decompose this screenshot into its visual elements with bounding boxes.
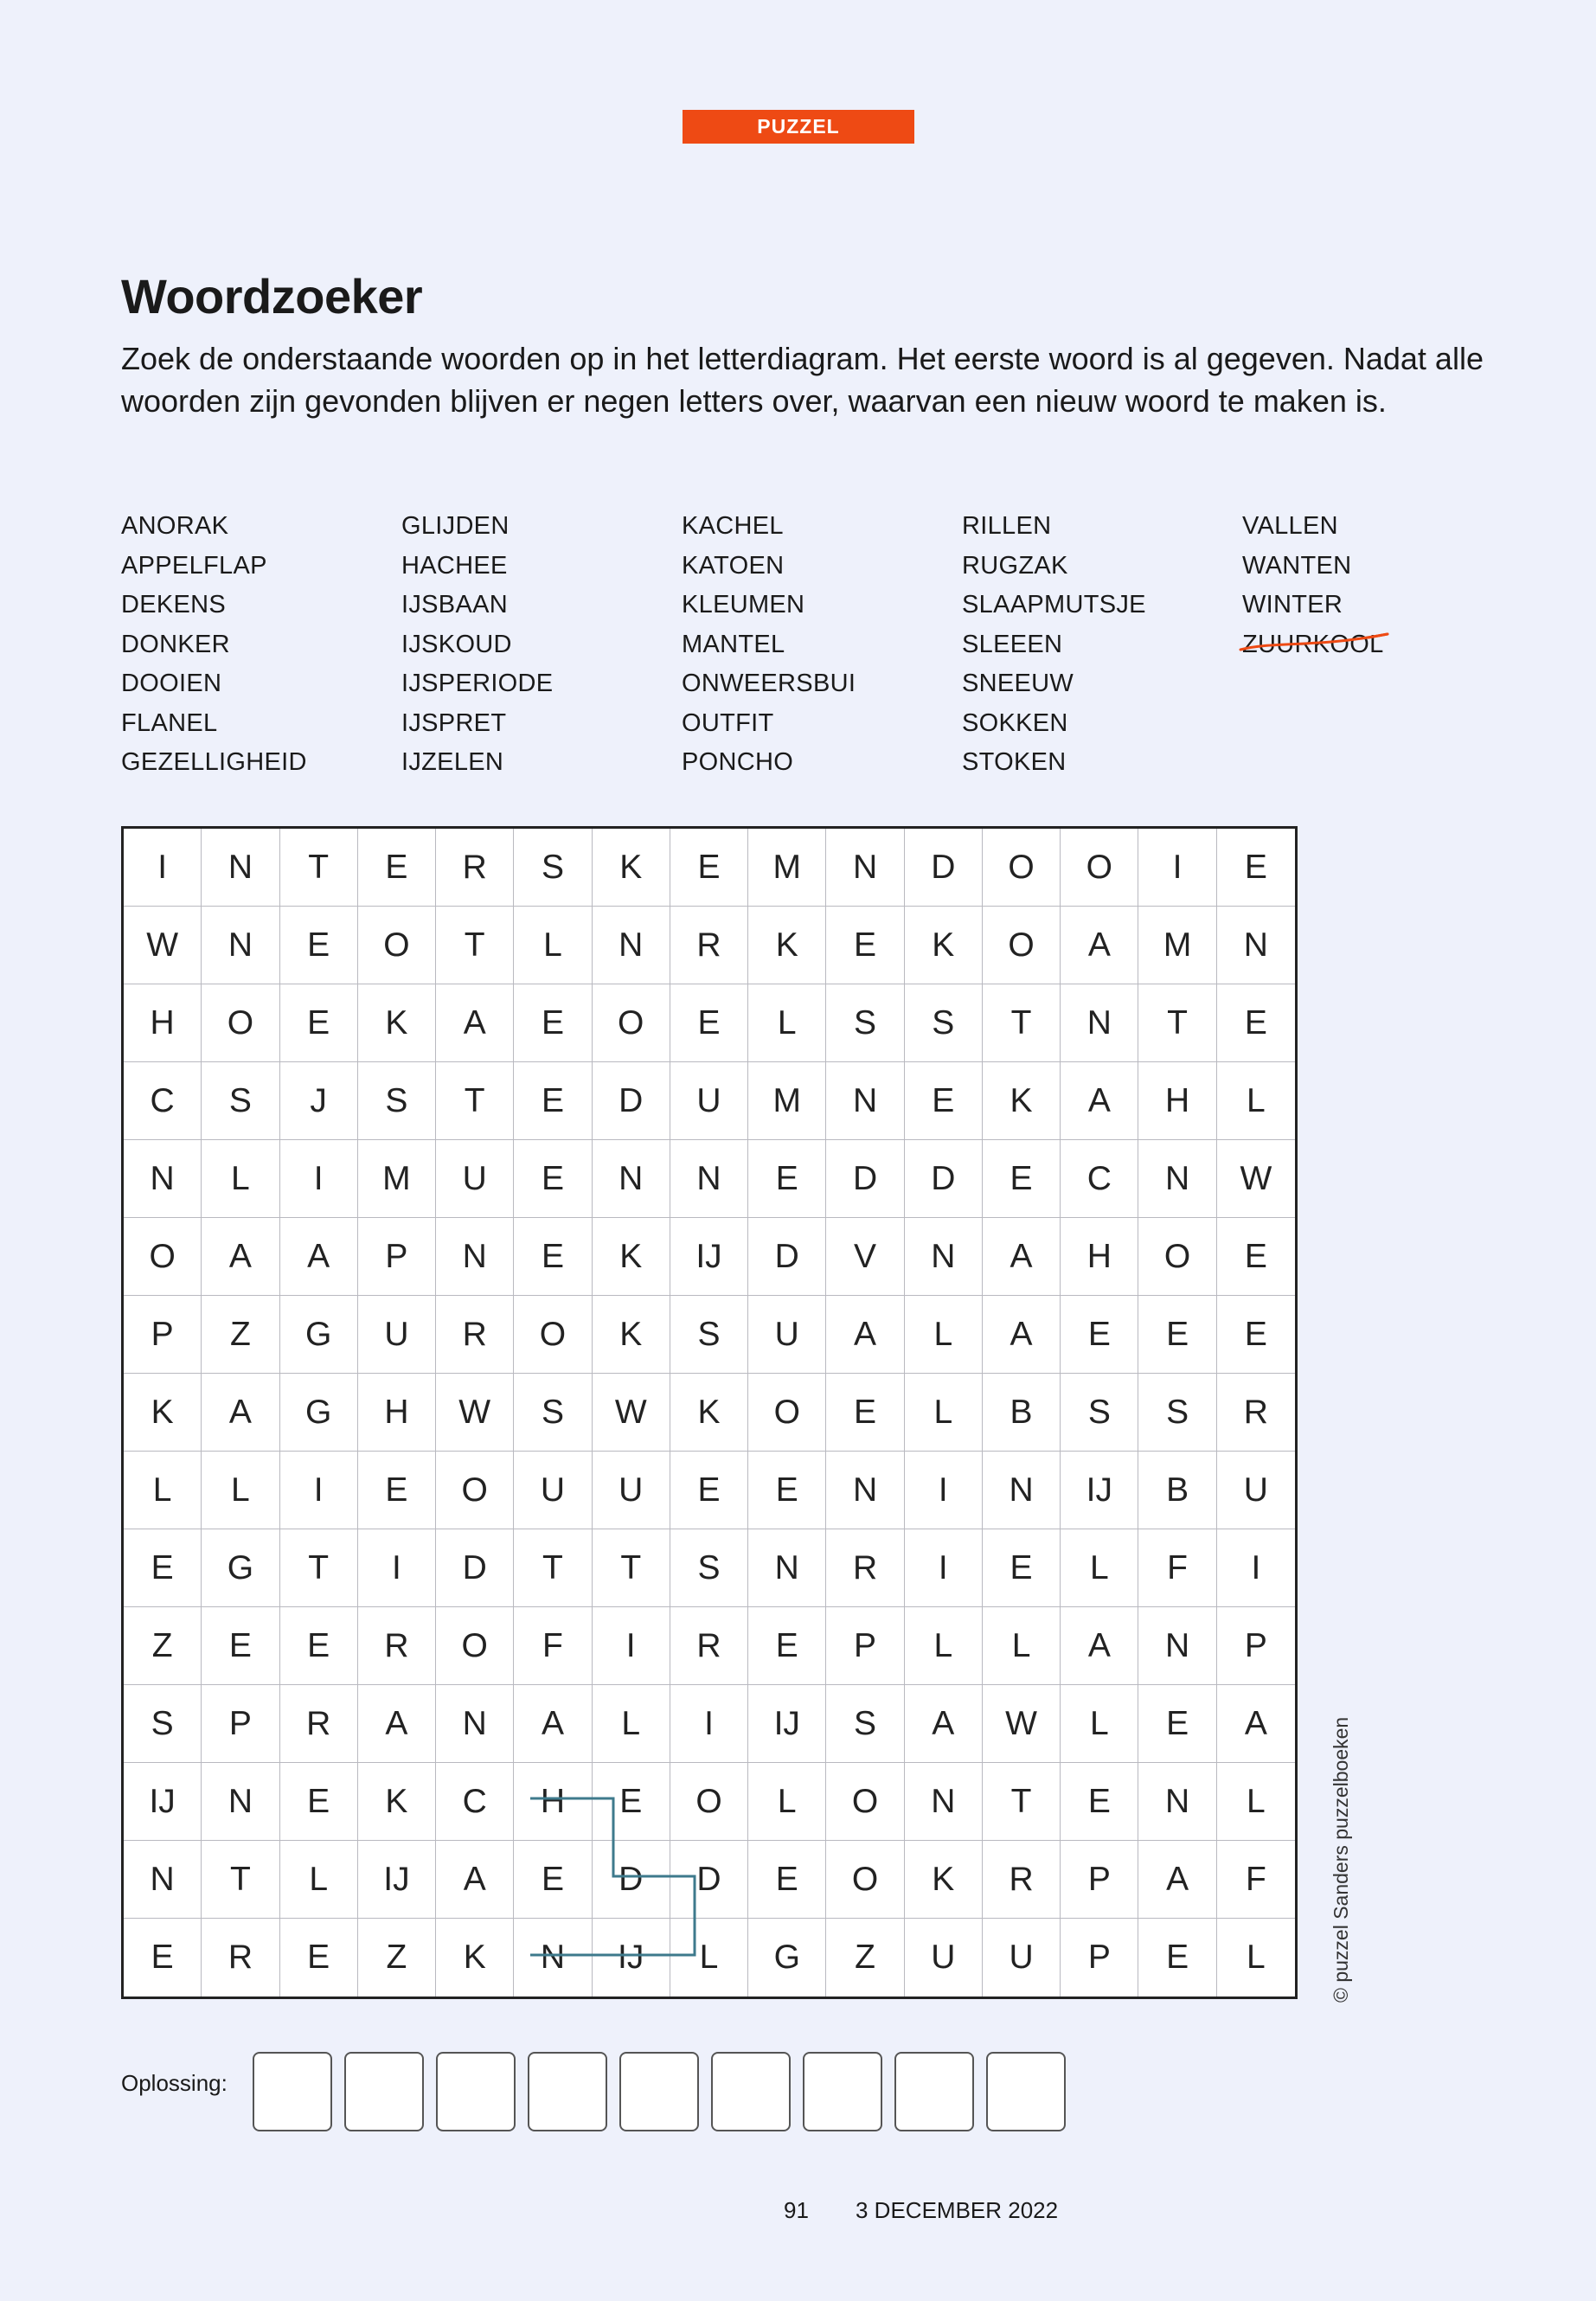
grid-cell[interactable]: E xyxy=(670,829,748,907)
copyright-text: © puzzel Sanders puzzelboeken xyxy=(1330,1716,1352,2003)
solution-box[interactable] xyxy=(344,2052,424,2131)
grid-cell[interactable]: H xyxy=(514,1763,592,1841)
grid-cell[interactable]: I xyxy=(670,1685,748,1763)
grid-cell[interactable]: N xyxy=(1217,907,1295,984)
grid-cell[interactable]: P xyxy=(826,1607,904,1685)
grid-cell[interactable]: D xyxy=(670,1841,748,1919)
grid-cell[interactable]: N xyxy=(748,1529,826,1607)
grid-cell[interactable]: O xyxy=(826,1841,904,1919)
grid-cell[interactable]: I xyxy=(280,1140,358,1218)
grid-cell[interactable]: D xyxy=(826,1140,904,1218)
grid-cell[interactable]: O xyxy=(514,1296,592,1374)
grid-cell[interactable]: E xyxy=(593,1763,670,1841)
grid-cell[interactable]: E xyxy=(670,984,748,1062)
grid-cell[interactable]: D xyxy=(748,1218,826,1296)
word-item: MANTEL xyxy=(682,630,785,658)
grid-cell[interactable]: E xyxy=(826,907,904,984)
grid-cell[interactable]: I xyxy=(593,1607,670,1685)
grid-cell[interactable]: N xyxy=(202,907,279,984)
word-item: SNEEUW xyxy=(962,670,1074,697)
word-item: RUGZAK xyxy=(962,551,1068,580)
grid-cell[interactable]: H xyxy=(358,1374,436,1452)
grid-cell[interactable]: S xyxy=(826,1685,904,1763)
grid-cell[interactable]: C xyxy=(124,1062,202,1140)
grid-cell[interactable]: E xyxy=(983,1529,1061,1607)
grid-cell[interactable]: M xyxy=(748,829,826,907)
grid-cell[interactable]: N xyxy=(826,1452,904,1529)
word-item: KATOEN xyxy=(682,551,785,580)
grid-cell[interactable]: G xyxy=(280,1296,358,1374)
grid-cell[interactable]: S xyxy=(514,829,592,907)
grid-cell[interactable]: A xyxy=(983,1296,1061,1374)
grid-cell[interactable]: E xyxy=(748,1841,826,1919)
grid-cell[interactable]: N xyxy=(124,1140,202,1218)
grid-cell[interactable]: R xyxy=(436,1296,514,1374)
grid-cell[interactable]: L xyxy=(124,1452,202,1529)
grid-cell[interactable]: N xyxy=(983,1452,1061,1529)
grid-cell[interactable]: H xyxy=(124,984,202,1062)
grid-cell[interactable]: O xyxy=(748,1374,826,1452)
grid-cell[interactable]: E xyxy=(514,1140,592,1218)
grid-cell[interactable]: S xyxy=(124,1685,202,1763)
grid-cell[interactable]: IJ xyxy=(124,1763,202,1841)
grid-cell[interactable]: R xyxy=(358,1607,436,1685)
word-item-label: ZUURKOOL xyxy=(1242,630,1384,658)
grid-cell[interactable]: K xyxy=(983,1062,1061,1140)
grid-cell[interactable]: E xyxy=(748,1607,826,1685)
grid-cell[interactable]: E xyxy=(202,1607,279,1685)
word-item: SLAAPMUTSJE xyxy=(962,591,1146,619)
grid-cell[interactable]: E xyxy=(1138,1296,1216,1374)
grid-cell[interactable]: N xyxy=(202,1763,279,1841)
grid-cell[interactable]: S xyxy=(826,984,904,1062)
word-item: SLEEEN xyxy=(962,630,1063,658)
word-item: WANTEN xyxy=(1242,551,1352,580)
word-item: STOKEN xyxy=(962,748,1067,776)
grid-cell[interactable]: O xyxy=(1138,1218,1216,1296)
grid-cell[interactable]: L xyxy=(202,1140,279,1218)
grid-cell[interactable]: D xyxy=(593,1062,670,1140)
grid-cell[interactable]: B xyxy=(983,1374,1061,1452)
grid-cell[interactable]: E xyxy=(1217,984,1295,1062)
grid-cell[interactable]: N xyxy=(1138,1763,1216,1841)
grid-cell[interactable]: N xyxy=(593,1140,670,1218)
grid-cell[interactable]: E xyxy=(1217,829,1295,907)
grid-cell[interactable]: O xyxy=(593,984,670,1062)
grid-cell[interactable]: O xyxy=(436,1452,514,1529)
grid-cell[interactable]: U xyxy=(983,1919,1061,1997)
grid-cell[interactable]: K xyxy=(905,907,983,984)
grid-cell[interactable]: L xyxy=(905,1607,983,1685)
grid-cell[interactable]: N xyxy=(1138,1607,1216,1685)
grid-cell[interactable]: K xyxy=(593,1296,670,1374)
grid-cell[interactable]: N xyxy=(905,1218,983,1296)
grid-cell[interactable]: J xyxy=(280,1062,358,1140)
word-column xyxy=(962,507,1242,783)
word-item: DOOIEN xyxy=(121,670,222,697)
grid-cell[interactable]: I xyxy=(358,1529,436,1607)
grid-cell[interactable]: E xyxy=(358,1452,436,1529)
grid-cell[interactable]: K xyxy=(124,1374,202,1452)
grid-cell[interactable]: M xyxy=(748,1062,826,1140)
grid-cell[interactable]: Z xyxy=(358,1919,436,1997)
grid-cell[interactable]: I xyxy=(1217,1529,1295,1607)
grid-cell[interactable]: M xyxy=(1138,907,1216,984)
grid-cell[interactable]: D xyxy=(593,1841,670,1919)
grid-cell[interactable]: D xyxy=(436,1529,514,1607)
grid-cell[interactable]: T xyxy=(983,984,1061,1062)
grid-cell[interactable]: L xyxy=(905,1374,983,1452)
grid-cell[interactable]: P xyxy=(1217,1607,1295,1685)
grid-cell[interactable]: K xyxy=(905,1841,983,1919)
grid-cell[interactable]: S xyxy=(358,1062,436,1140)
grid-cell[interactable]: O xyxy=(124,1218,202,1296)
grid-cell[interactable]: O xyxy=(1061,829,1138,907)
grid-cell[interactable]: Z xyxy=(202,1296,279,1374)
grid-cell[interactable]: E xyxy=(1217,1296,1295,1374)
grid-cell[interactable]: A xyxy=(1061,1062,1138,1140)
grid-cell[interactable]: L xyxy=(593,1685,670,1763)
grid-cell[interactable]: U xyxy=(1217,1452,1295,1529)
grid-cell[interactable]: A xyxy=(1061,1607,1138,1685)
grid-cell[interactable]: T xyxy=(983,1763,1061,1841)
grid-cell[interactable]: L xyxy=(280,1841,358,1919)
grid-cell[interactable]: L xyxy=(1247,1939,1266,1976)
grid-cell[interactable]: U xyxy=(436,1140,514,1218)
word-item: IJSPERIODE xyxy=(401,670,554,697)
word-item: IJSPRET xyxy=(401,708,507,737)
grid-cell[interactable]: F xyxy=(1217,1841,1295,1919)
grid-cell[interactable]: A xyxy=(202,1218,279,1296)
word-item: ANORAK xyxy=(121,512,229,540)
grid-cell[interactable]: E xyxy=(748,1452,826,1529)
grid-cell[interactable]: E xyxy=(1061,1296,1138,1374)
grid-cell[interactable]: T xyxy=(436,907,514,984)
word-column xyxy=(1242,507,1522,783)
grid-cell[interactable]: E xyxy=(280,1919,358,1997)
word-item: IJZELEN xyxy=(401,748,504,776)
grid-cell[interactable]: T xyxy=(280,829,358,907)
grid-cell[interactable]: W xyxy=(1217,1140,1295,1218)
solution-box[interactable] xyxy=(894,2052,974,2131)
grid-cell[interactable]: N xyxy=(202,829,279,907)
grid-cell[interactable]: Z xyxy=(826,1919,904,1997)
grid-cell[interactable]: E xyxy=(748,1140,826,1218)
grid-cell[interactable]: N xyxy=(1138,1140,1216,1218)
word-item: KLEUMEN xyxy=(682,591,805,619)
grid-cell[interactable]: R xyxy=(670,1607,748,1685)
grid-cell[interactable]: N xyxy=(514,1919,592,1997)
grid-cell[interactable]: T xyxy=(280,1529,358,1607)
grid-cell[interactable]: T xyxy=(1138,984,1216,1062)
grid-cell[interactable]: L xyxy=(202,1452,279,1529)
grid-cell[interactable]: U xyxy=(670,1062,748,1140)
word-item: HACHEE xyxy=(401,551,508,580)
word-item: GEZELLIGHEID xyxy=(121,748,307,776)
grid-cell[interactable]: A xyxy=(202,1374,279,1452)
grid-cell[interactable]: U xyxy=(593,1452,670,1529)
grid-cell[interactable]: L xyxy=(1061,1685,1138,1763)
grid-cell[interactable]: K xyxy=(358,1763,436,1841)
grid-cell[interactable]: O xyxy=(826,1763,904,1841)
grid-cell[interactable]: T xyxy=(514,1529,592,1607)
word-item: DONKER xyxy=(121,630,230,658)
word-item: ONWEERSBUI xyxy=(682,670,856,697)
grid-cell[interactable]: E xyxy=(514,984,592,1062)
word-item-found xyxy=(1242,625,1384,665)
grid-cell[interactable]: M xyxy=(358,1140,436,1218)
grid-cell[interactable]: IJ xyxy=(748,1685,826,1763)
solution-boxes xyxy=(253,2052,1066,2131)
solution-box[interactable] xyxy=(253,2052,332,2131)
word-item: RILLEN xyxy=(962,512,1052,540)
grid-cell[interactable]: U xyxy=(358,1296,436,1374)
grid-cell[interactable]: S xyxy=(670,1296,748,1374)
grid-cell[interactable]: G xyxy=(280,1374,358,1452)
page-number: 91 xyxy=(784,2197,809,2223)
grid-cell[interactable]: E xyxy=(358,829,436,907)
grid-cell[interactable]: N xyxy=(593,907,670,984)
grid-cell[interactable]: R xyxy=(983,1841,1061,1919)
grid-cell[interactable]: N xyxy=(670,1140,748,1218)
grid-cell[interactable]: E xyxy=(1217,1218,1295,1296)
grid-cell[interactable]: P xyxy=(202,1685,279,1763)
grid-cell[interactable]: R xyxy=(826,1529,904,1607)
word-item: APPELFLAP xyxy=(121,551,267,580)
grid-cell[interactable]: IJ xyxy=(670,1218,748,1296)
grid-cell[interactable]: O xyxy=(983,829,1061,907)
grid-cell[interactable]: G xyxy=(748,1919,826,1997)
grid-cell[interactable]: L xyxy=(1061,1529,1138,1607)
section-tag: PUZZEL xyxy=(683,110,914,144)
grid-cell[interactable]: E xyxy=(124,1529,202,1607)
grid-cell[interactable]: A xyxy=(905,1685,983,1763)
grid-cell[interactable]: E xyxy=(905,1062,983,1140)
grid-cell[interactable]: E xyxy=(280,1763,358,1841)
grid-cell[interactable]: E xyxy=(1061,1763,1138,1841)
grid-cell[interactable]: K xyxy=(748,907,826,984)
grid-cell[interactable]: A xyxy=(280,1218,358,1296)
word-list xyxy=(121,507,1522,783)
grid-cell[interactable]: Z xyxy=(124,1607,202,1685)
grid-cell[interactable]: C xyxy=(436,1763,514,1841)
letter-grid xyxy=(121,826,1298,1999)
grid-cell[interactable]: L xyxy=(905,1296,983,1374)
grid-cell[interactable]: I xyxy=(1138,829,1216,907)
strikethrough-mark xyxy=(1239,631,1390,657)
grid-cell[interactable]: L xyxy=(748,984,826,1062)
grid-cell[interactable]: A xyxy=(436,984,514,1062)
grid-cell[interactable]: N xyxy=(826,829,904,907)
grid-cell[interactable]: E xyxy=(1138,1685,1216,1763)
grid-cell[interactable]: I xyxy=(124,829,202,907)
grid-cell[interactable]: L xyxy=(983,1607,1061,1685)
grid-cell[interactable]: N xyxy=(826,1062,904,1140)
grid-cell[interactable]: N xyxy=(905,1763,983,1841)
word-column xyxy=(401,507,682,783)
grid-cell[interactable]: R xyxy=(670,907,748,984)
grid-cell[interactable]: E xyxy=(514,1218,592,1296)
page-title: Woordzoeker xyxy=(121,269,423,324)
grid-cell[interactable]: R xyxy=(280,1685,358,1763)
grid-cell[interactable]: K xyxy=(593,829,670,907)
grid-cell[interactable]: R xyxy=(436,829,514,907)
grid-cell[interactable]: R xyxy=(202,1919,279,1997)
solution-box[interactable] xyxy=(803,2052,882,2131)
word-item: IJSKOUD xyxy=(401,630,512,658)
grid-cell[interactable]: N xyxy=(436,1685,514,1763)
word-item: WINTER xyxy=(1242,591,1343,619)
solution-label: Oplossing: xyxy=(121,2070,228,2096)
grid-cell[interactable]: I xyxy=(905,1452,983,1529)
grid-cell[interactable]: F xyxy=(514,1607,592,1685)
grid-cell[interactable]: P xyxy=(358,1218,436,1296)
grid-cell[interactable]: E xyxy=(826,1374,904,1452)
grid-cell[interactable]: T xyxy=(436,1062,514,1140)
grid-cell[interactable]: E xyxy=(280,984,358,1062)
issue-date: 3 DECEMBER 2022 xyxy=(856,2197,1059,2223)
grid-cell[interactable]: A xyxy=(1061,907,1138,984)
word-item: PONCHO xyxy=(682,748,794,776)
grid-cell[interactable]: A xyxy=(514,1685,592,1763)
grid-cell[interactable]: N xyxy=(1061,984,1138,1062)
grid-cell[interactable]: O xyxy=(436,1607,514,1685)
grid-cell[interactable]: E xyxy=(514,1841,592,1919)
grid-cell[interactable]: H xyxy=(1061,1218,1138,1296)
grid-cell[interactable]: F xyxy=(1138,1529,1216,1607)
word-item: IJSBAAN xyxy=(401,591,508,619)
grid-cell[interactable]: L xyxy=(1217,1062,1295,1140)
grid-cell[interactable]: O xyxy=(358,907,436,984)
grid-cell[interactable]: S xyxy=(670,1529,748,1607)
grid-cell[interactable]: IJ xyxy=(358,1841,436,1919)
grid-cell[interactable]: E xyxy=(280,1607,358,1685)
grid-cell[interactable]: H xyxy=(1138,1062,1216,1140)
grid-cell[interactable]: B xyxy=(1138,1452,1216,1529)
grid-cell[interactable]: A xyxy=(983,1218,1061,1296)
grid-cell[interactable]: U xyxy=(748,1296,826,1374)
grid-cell[interactable]: S xyxy=(1061,1374,1138,1452)
grid-cell[interactable]: K xyxy=(358,984,436,1062)
grid-cell[interactable]: W xyxy=(436,1374,514,1452)
grid-cell[interactable]: I xyxy=(905,1529,983,1607)
word-item: OUTFIT xyxy=(682,708,774,737)
grid-cell[interactable]: K xyxy=(436,1919,514,1997)
word-item: KACHEL xyxy=(682,512,784,540)
grid-cell[interactable]: A xyxy=(1138,1841,1216,1919)
word-item: DEKENS xyxy=(121,591,227,619)
grid-cell[interactable]: A xyxy=(826,1296,904,1374)
instructions-text: Zoek de onderstaande woorden op in het letterdiagram. Het eerste woord is al gegeven. Nadat alle woorden zijn gevonden blijven er negen letters over, waarvan een nieuw woord te maken is. xyxy=(121,341,1484,419)
grid-cell[interactable]: S xyxy=(1138,1374,1216,1452)
word-item: SOKKEN xyxy=(962,708,1068,737)
grid-cell[interactable]: N xyxy=(124,1841,202,1919)
word-column xyxy=(121,507,401,783)
solution-box[interactable] xyxy=(711,2052,791,2131)
word-column xyxy=(682,507,962,783)
solution-box[interactable] xyxy=(619,2052,699,2131)
grid-cell[interactable]: S xyxy=(202,1062,279,1140)
grid-cell[interactable]: S xyxy=(514,1374,592,1452)
solution-box[interactable] xyxy=(986,2052,1066,2131)
grid-cell[interactable]: L xyxy=(1217,1763,1295,1841)
word-item: GLIJDEN xyxy=(401,512,510,540)
grid-cell[interactable]: L xyxy=(514,907,592,984)
grid-cell[interactable]: D xyxy=(905,829,983,907)
grid-cell[interactable]: E xyxy=(1138,1919,1216,1997)
grid-cell[interactable]: T xyxy=(202,1841,279,1919)
grid-cell[interactable]: W xyxy=(124,907,202,984)
grid-cell[interactable]: A xyxy=(1217,1685,1295,1763)
grid-cell[interactable]: IJ xyxy=(593,1919,670,1997)
grid-cell[interactable]: U xyxy=(514,1452,592,1529)
grid-cell[interactable]: U xyxy=(905,1919,983,1997)
grid-cell[interactable]: A xyxy=(436,1841,514,1919)
grid-cell[interactable]: P xyxy=(1061,1919,1138,1997)
grid-cell[interactable]: L xyxy=(748,1763,826,1841)
grid-cell[interactable]: K xyxy=(593,1218,670,1296)
grid-cell[interactable]: E xyxy=(514,1062,592,1140)
grid-cell[interactable]: E xyxy=(983,1140,1061,1218)
grid-cell[interactable]: E xyxy=(124,1919,202,1997)
grid-cell[interactable]: T xyxy=(593,1529,670,1607)
grid-cell[interactable]: S xyxy=(905,984,983,1062)
grid-cell[interactable]: C xyxy=(1061,1140,1138,1218)
solution-box[interactable] xyxy=(436,2052,516,2131)
word-item: FLANEL xyxy=(121,708,218,737)
grid-cell[interactable]: L xyxy=(670,1919,748,1997)
grid-cell[interactable]: A xyxy=(358,1685,436,1763)
grid-cell[interactable]: P xyxy=(1061,1841,1138,1919)
grid-cell[interactable]: W xyxy=(983,1685,1061,1763)
grid-cell[interactable]: R xyxy=(1217,1374,1295,1452)
grid-cell[interactable]: O xyxy=(202,984,279,1062)
word-item: VALLEN xyxy=(1242,512,1338,540)
grid-cell[interactable]: G xyxy=(202,1529,279,1607)
solution-box[interactable] xyxy=(528,2052,607,2131)
grid-cell[interactable]: E xyxy=(280,907,358,984)
grid-cell[interactable]: P xyxy=(124,1296,202,1374)
grid-cell[interactable]: K xyxy=(670,1374,748,1452)
grid-cell[interactable]: E xyxy=(670,1452,748,1529)
grid-cell[interactable]: N xyxy=(436,1218,514,1296)
grid-cell[interactable]: I xyxy=(280,1452,358,1529)
grid-cell[interactable]: D xyxy=(905,1140,983,1218)
grid-cell[interactable]: O xyxy=(983,907,1061,984)
grid-cell[interactable]: IJ xyxy=(1061,1452,1138,1529)
grid-cell[interactable]: V xyxy=(826,1218,904,1296)
grid-cell[interactable]: O xyxy=(670,1763,748,1841)
grid-cell[interactable]: W xyxy=(593,1374,670,1452)
